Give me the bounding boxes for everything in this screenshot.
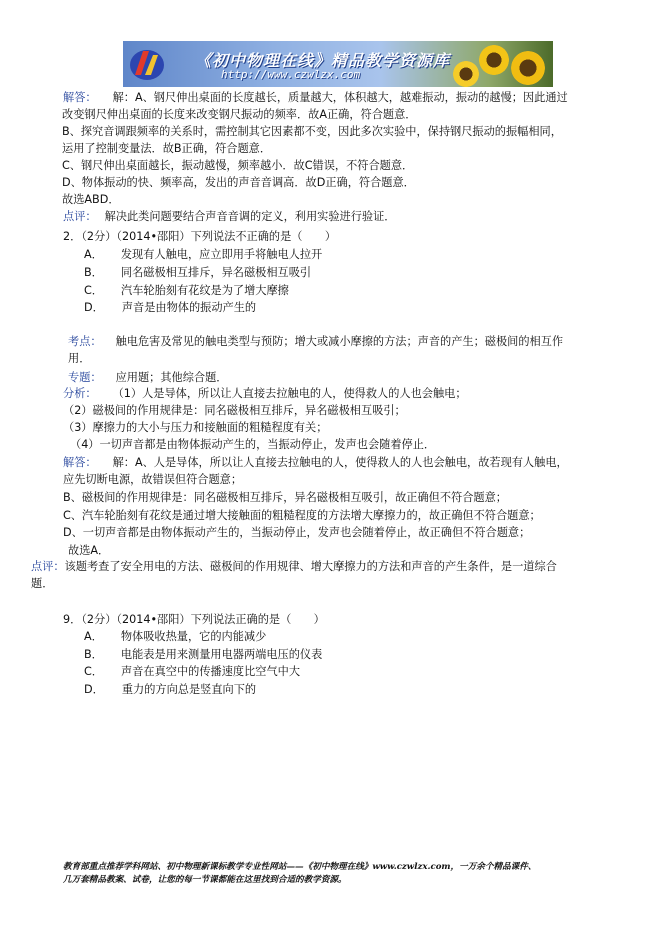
option-a: A． 发现有人触电，应立即用手将触电人拉开 (84, 248, 323, 261)
jieda-line: 故选A． (68, 544, 110, 557)
zhuanti-label: 专题： (68, 371, 102, 384)
comment-block (63, 209, 395, 224)
jieda-block: 解答： 解：A、人是导体，所以让人直接去拉触电的人，使得救人的人也会触电，故若现有人触电， (63, 456, 568, 469)
answer-line: 改变钢尺伸出桌面的长度来改变钢尺振动的频率．故A正确，符合题意． (62, 108, 417, 121)
option-b: B． 电能表是用来测量用电器两端电压的仪表 (84, 648, 323, 661)
option-d: D． 重力的方向总是竖直向下的 (84, 683, 257, 696)
option-a: A． 物体吸收热量，它的内能减少 (84, 630, 267, 643)
fenxi-line: （4）一切声音都是由物体振动产生的，当振动停止，发声也会随着停止． (70, 438, 436, 451)
dianping-block: 点评：该题考查了安全用电的方法、磁极间的作用规律、增大摩擦力的方法和声音的产生条件，是一道综合 (31, 560, 557, 573)
answer-line: B、探究音调跟频率的关系时，需控制其它因素都不变，因此多次实验中，保持钢尺振动的振幅相同， (62, 125, 562, 138)
header-banner (123, 41, 553, 87)
dianping-line: 题． (31, 577, 54, 590)
question-stem: 2．（2分）（2014•邵阳）下列说法不正确的是（ ） (63, 230, 337, 243)
zhuanti-block: 专题： 应用题；其他综合题． (68, 371, 228, 384)
jieda-line: B、磁极间的作用规律是：同名磁极相互排斥，异名磁极相互吸引，故正确但不符合题意； (63, 491, 507, 504)
option-d: D． 声音是由物体的振动产生的 (84, 301, 257, 314)
answer-line: D、物体振动的快、频率高，发出的声音音调高．故D正确，符合题意． (62, 176, 415, 189)
jieda-line: D、一切声音都是由物体振动产生的，当振动停止，发声也会随着停止，故正确但不符合题意； (63, 526, 531, 539)
fenxi-line: （2）磁极间的作用规律是：同名磁极相互排斥，异名磁极相互吸引； (63, 404, 406, 417)
kaodian-block: 考点： 触电危害及常见的触电类型与预防；增大或减小摩擦的方法；声音的产生；磁极间的相互作 (68, 335, 564, 348)
jieda-line: 应先切断电源，故错误但符合题意； (63, 473, 243, 486)
kaodian-line: 用． (68, 352, 91, 365)
kaodian-label: 考点： (68, 335, 102, 348)
fenxi-line: （3）摩擦力的大小与压力和接触面的粗糙程度有关； (63, 421, 328, 434)
option-b: B． 同名磁极相互排斥，异名磁极相互吸引 (84, 266, 312, 279)
dianping-label: 点评： (31, 560, 65, 573)
option-c: C． 汽车轮胎刻有花纹是为了增大摩擦 (84, 284, 289, 297)
site-logo-icon (127, 45, 167, 83)
fenxi-label: 分析： (63, 387, 97, 400)
answer-label: 解答： (63, 91, 97, 104)
header-url: http://www.czwlzx.com (221, 68, 361, 81)
answer-line: 故选ABD． (62, 193, 120, 206)
jieda-line: C、汽车轮胎刻有花纹是通过增大接触面的粗糙程度的方法增大摩擦力的，故正确但不符合题意； (63, 509, 541, 522)
answer-line: C、钢尺伸出桌面越长，振动越慢，频率越小．故C错误，不符合题意． (62, 159, 414, 172)
footer-line: 几万套精品教案、试卷，让您的每一节课都能在这里找到合适的教学资源。 (63, 875, 347, 885)
footer-line: 教育部重点推荐学科网站、初中物理新课标教学专业性网站——《初中物理在线》www.czwlzx.com，一万余个精品课件、 (63, 862, 537, 872)
option-c: C． 声音在真空中的传播速度比空气中大 (84, 665, 301, 678)
header-title: 《初中物理在线》精品教学资源库 (195, 51, 451, 70)
answer-block (63, 90, 568, 105)
comment-text: 解决此类问题要结合声音音调的定义，利用实验进行验证． (104, 210, 396, 223)
answer-line: 解：A、钢尺伸出桌面的长度越长，质量越大，体积越大，越难振动，振动的越慢；因此通过 (112, 91, 568, 104)
jieda-label: 解答： (63, 456, 97, 469)
fenxi-block: 分析： （1）人是导体，所以让人直接去拉触电的人，使得救人的人也会触电； (63, 387, 467, 400)
answer-line: 运用了控制变量法．故B正确，符合题意． (62, 142, 272, 155)
question-stem: 9．（2分）（2014•邵阳）下列说法正确的是（ ） (63, 613, 325, 626)
comment-label: 点评： (63, 210, 97, 223)
